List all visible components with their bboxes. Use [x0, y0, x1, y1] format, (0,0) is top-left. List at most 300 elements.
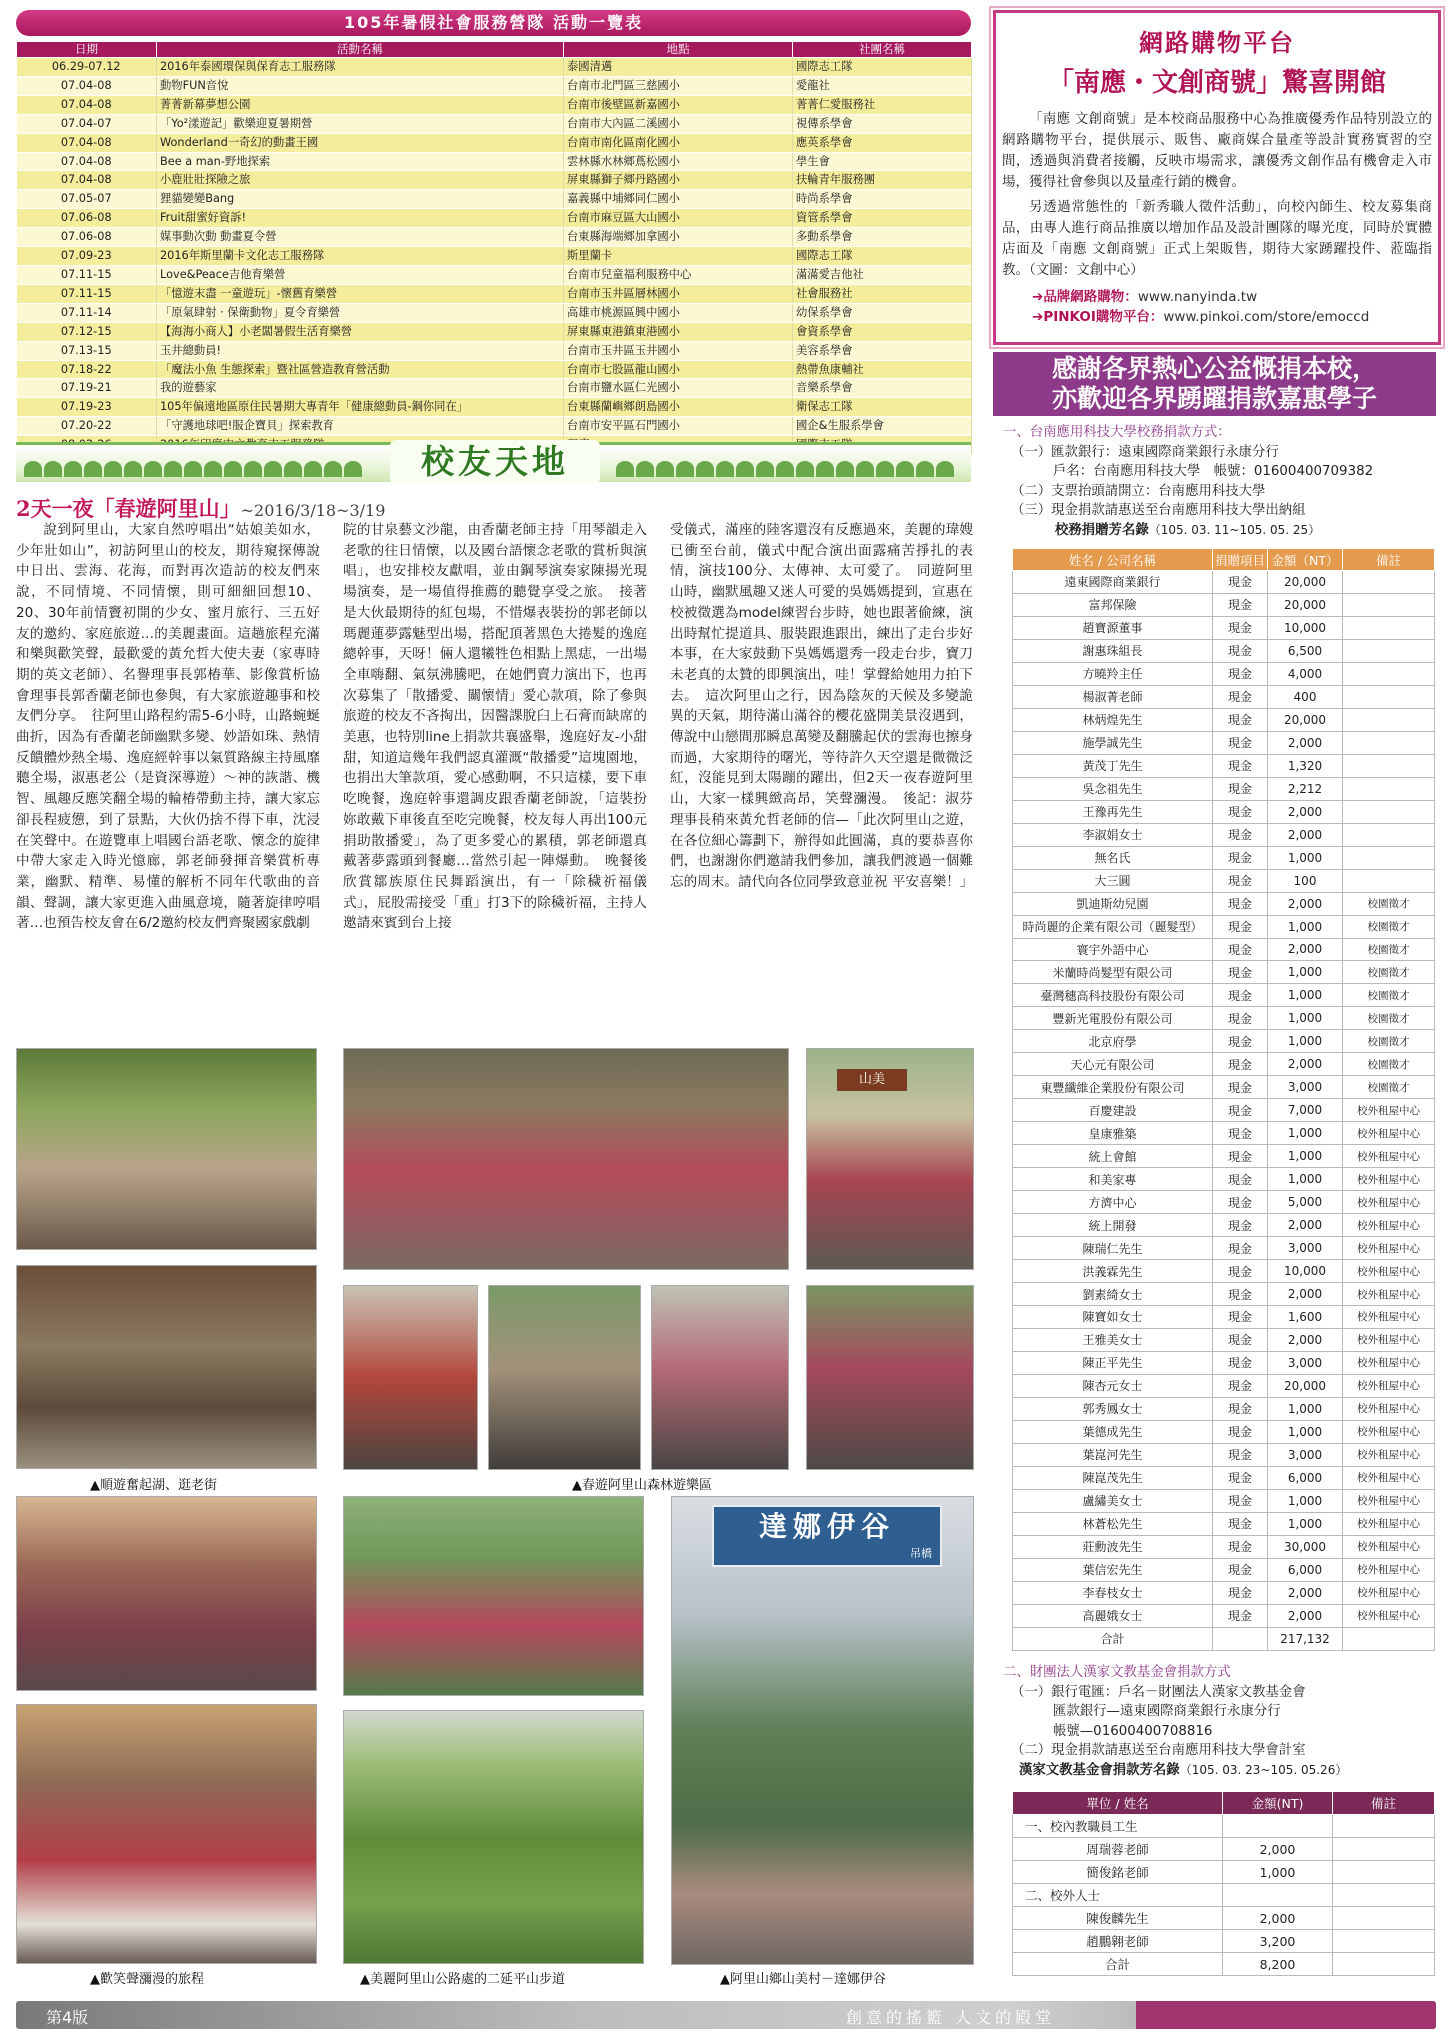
dana-iku-sign — [712, 1505, 942, 1567]
donation-item: 現金 — [1213, 1535, 1268, 1558]
donation-item: 現金 — [1213, 708, 1268, 731]
activity-name: 【海海小商人】小老闆暑假生活育樂營 — [157, 322, 564, 341]
donation-banner-line-2: 亦歡迎各界踴躍捐款嘉惠學子 — [1051, 384, 1377, 413]
donation-note — [1343, 754, 1435, 777]
donation-note: 校外租屋中心 — [1343, 1397, 1435, 1420]
donation-note: 校外租屋中心 — [1343, 1420, 1435, 1443]
activity-name: 「原氣肆射 · 保衛動物」夏令育樂營 — [157, 303, 564, 322]
han-row — [1013, 1930, 1435, 1953]
activity-club: 多動系學會 — [793, 228, 972, 247]
donation-note — [1343, 662, 1435, 685]
donation-item: 現金 — [1213, 685, 1268, 708]
photo-group-bench — [16, 1265, 317, 1469]
donor-name: 吳念祖先生 — [1013, 777, 1213, 800]
activity-club: 資管系學會 — [793, 209, 972, 228]
donation-row — [1013, 1191, 1435, 1214]
donation-row — [1013, 1604, 1435, 1627]
donation-amount: 2,212 — [1268, 777, 1343, 800]
donation-item: 現金 — [1213, 869, 1268, 892]
photo-friends-1 — [343, 1285, 478, 1470]
activity-date: 07.06-08 — [17, 209, 157, 228]
activity-row — [17, 265, 972, 284]
donation-note: 校外租屋中心 — [1343, 1237, 1435, 1260]
donation-note — [1343, 593, 1435, 616]
donation-banner — [993, 352, 1436, 416]
activity-club: 視傳系學會 — [793, 114, 972, 133]
donation-row — [1013, 777, 1435, 800]
activity-date: 07.04-08 — [17, 171, 157, 190]
donation-item: 現金 — [1213, 1351, 1268, 1374]
donation-row — [1013, 800, 1435, 823]
activity-date: 07.09-23 — [17, 247, 157, 266]
dana-iku-sign-text: 達娜伊谷 — [758, 1510, 895, 1543]
activity-name: 105年偏遠地區原住民暑期大專青年「健康總動員-鋼你同在」 — [157, 398, 564, 417]
donation-header-name: 姓名 / 公司名稱 — [1013, 549, 1213, 571]
leaf-decoration-right — [616, 451, 954, 479]
activity-name: 2016年斯里蘭卡文化志工服務隊 — [157, 247, 564, 266]
donation-note: 校外租屋中心 — [1343, 1535, 1435, 1558]
activity-location: 斯里蘭卡 — [564, 247, 793, 266]
donation-line-2: 戶名：台南應用科技大學 帳號：01600400709382 — [1053, 464, 1374, 479]
activity-date: 06.29-07.12 — [17, 58, 157, 77]
donation-amount: 2,000 — [1268, 800, 1343, 823]
donation-item: 現金 — [1213, 1168, 1268, 1191]
donation-item: 現金 — [1213, 731, 1268, 754]
activity-location: 嘉義縣中埔鄉同仁國小 — [564, 190, 793, 209]
donation-item: 現金 — [1213, 1122, 1268, 1145]
donation-row — [1013, 731, 1435, 754]
header-date: 日期 — [17, 42, 157, 58]
article-column-1: 說到阿里山，大家自然哼唱出“姑娘美如水，少年壯如山”，初訪阿里山的校友，期待窺探傳說中日出、雲海、花海，而對再次造訪的校友們來說，不同情境、不同情懷，則可細細回想10、20、30年前情竇初開的少女、蜜月旅行、三五好友的邀約、家庭旅遊…的美麗畫面。這趟旅程充滿和樂與歡笑聲，最歡愛的黃允哲大使夫妻（家專時期的英文老師）、名譽理事長郭椿華、影像賞析協會理事長郭香蘭老師也參與，有大家旅遊趣事和校友們分享。 往阿里山路程約需5-6小時，山路蜿蜒曲折，因為有香蘭老師幽默多變、妙語如珠、熱情反饋體炒熱全場、逸庭經幹事以氣質路線主持風靡聽全場，淑惠老公（是資深導遊）～神的詼諧、機智、風趣反應笑翻全場的輪椿帶動主持，讓大家忘卻長程疲憊，到了景點，大伙仍捨不得下車，沈浸在笑聲中。在遊覽車上唱國台語老歌、懷念的旋律中帶大家走入時光憶廊，郭老師發揮音樂賞析專業，幽默、精準、易懂的解析不同年代歌曲的音韻、聲調，讓大家更進入曲風意境，隨著旋律哼唱著…也預告校友會在6/2邀約校友們齊聚國家戲劇 — [16, 522, 320, 932]
donation-item: 現金 — [1213, 1191, 1268, 1214]
activity-row — [17, 76, 972, 95]
activity-location: 台南市大內區二溪國小 — [564, 114, 793, 133]
donation-row — [1013, 662, 1435, 685]
promo-link-1-url[interactable]: www.nanyinda.tw — [1137, 289, 1258, 305]
donation-item: 現金 — [1213, 1604, 1268, 1627]
activity-table-header — [17, 42, 972, 58]
activity-date: 07.04-08 — [17, 152, 157, 171]
donation-list-1-period: （105. 03. 11~105. 05. 25） — [1148, 522, 1321, 537]
donor-name: 時尚麗的企業有限公司（麗髮型） — [1013, 915, 1213, 938]
donation-note: 校園徵才 — [1343, 984, 1435, 1007]
han-amount: 3,200 — [1223, 1930, 1333, 1953]
donation-amount: 1,000 — [1268, 1007, 1343, 1030]
footer-motto: 創意的搖籃 人文的殿堂 — [846, 2008, 1056, 2027]
dana-iku-sign-sub: 吊橋 — [910, 1547, 932, 1560]
donation-row — [1013, 823, 1435, 846]
donation-note: 校園徵才 — [1343, 1030, 1435, 1053]
donation-note — [1343, 639, 1435, 662]
donation-row — [1013, 1283, 1435, 1306]
activity-club: 衛保志工隊 — [793, 398, 972, 417]
donation-amount: 30,000 — [1268, 1535, 1343, 1558]
donation-note: 校外租屋中心 — [1343, 1191, 1435, 1214]
donor-name: 盧繡美女士 — [1013, 1489, 1213, 1512]
promo-title-1: 網路購物平台 — [1139, 28, 1295, 57]
han-name: 陳俊麟先生 — [1013, 1907, 1223, 1930]
donor-name: 楊淑菁老師 — [1013, 685, 1213, 708]
donation-amount: 1,000 — [1268, 1030, 1343, 1053]
activity-row — [17, 209, 972, 228]
activity-row — [17, 171, 972, 190]
activity-row — [17, 322, 972, 341]
donation-note: 校園徵才 — [1343, 1053, 1435, 1076]
donation-item: 現金 — [1213, 571, 1268, 594]
donation-table — [1012, 548, 1435, 1651]
donation-row — [1013, 1535, 1435, 1558]
donation-row — [1013, 1420, 1435, 1443]
arrow-icon: ➔ — [1032, 309, 1044, 325]
article-title-text: 2天一夜「春遊阿里山」 — [16, 496, 241, 521]
donor-name: 陳瑞仁先生 — [1013, 1237, 1213, 1260]
promo-link-2 — [1032, 307, 1438, 327]
donation-amount: 1,000 — [1268, 915, 1343, 938]
donor-name: 皇康雅築 — [1013, 1122, 1213, 1145]
donation-row — [1013, 1145, 1435, 1168]
han-note — [1333, 1953, 1435, 1976]
han-name: 趙鵬翱老師 — [1013, 1930, 1223, 1953]
activity-row — [17, 114, 972, 133]
han-amount: 1,000 — [1223, 1861, 1333, 1884]
donation-amount: 10,000 — [1268, 616, 1343, 639]
promo-link-1-label: 品牌網路購物： — [1043, 289, 1138, 305]
donor-name: 林蒼松先生 — [1013, 1512, 1213, 1535]
donation-amount: 3,000 — [1268, 1076, 1343, 1099]
donation-amount: 400 — [1268, 685, 1343, 708]
donation-note: 校外租屋中心 — [1343, 1122, 1435, 1145]
donation-note — [1343, 708, 1435, 731]
activity-location: 台南市麻豆區大山國小 — [564, 209, 793, 228]
photo-trail-group — [343, 1496, 644, 1696]
donation-amount: 1,000 — [1268, 1168, 1343, 1191]
activity-row — [17, 247, 972, 266]
activity-location: 台東縣蘭嶼鄉朗島國小 — [564, 398, 793, 417]
donation-item: 現金 — [1213, 1260, 1268, 1283]
han-row — [1013, 1838, 1435, 1861]
activity-location: 屏東縣獅子鄉丹路國小 — [564, 171, 793, 190]
donation-amount: 20,000 — [1268, 708, 1343, 731]
activity-name: 「Yo²漾遊記」歡樂迎夏暑期營 — [157, 114, 564, 133]
activity-location: 高雄市桃源區興中國小 — [564, 303, 793, 322]
donor-name: 豐新光電股份有限公司 — [1013, 1007, 1213, 1030]
donation-row — [1013, 1397, 1435, 1420]
donation-row — [1013, 1627, 1435, 1650]
donation-amount: 2,000 — [1268, 823, 1343, 846]
donor-name: 高麗娥女士 — [1013, 1604, 1213, 1627]
donation-row — [1013, 593, 1435, 616]
donation-note: 校外租屋中心 — [1343, 1604, 1435, 1627]
donation-row — [1013, 1306, 1435, 1329]
donor-name: 遠東國際商業銀行 — [1013, 571, 1213, 594]
activity-row — [17, 228, 972, 247]
donation-row — [1013, 1581, 1435, 1604]
donation-item: 現金 — [1213, 1581, 1268, 1604]
activity-name: 菁菁新幕夢想公園 — [157, 95, 564, 114]
donation-row — [1013, 1214, 1435, 1237]
activity-date: 07.06-08 — [17, 228, 157, 247]
activity-location: 台南市安平區石門國小 — [564, 417, 793, 436]
activity-date: 07.04-07 — [17, 114, 157, 133]
donor-name: 林炳煌先生 — [1013, 708, 1213, 731]
han-name: 合計 — [1013, 1953, 1223, 1976]
donation-amount: 20,000 — [1268, 1374, 1343, 1397]
donation-row — [1013, 1512, 1435, 1535]
han-note — [1333, 1930, 1435, 1953]
donation-note: 校園徵才 — [1343, 961, 1435, 984]
han-note — [1333, 1861, 1435, 1884]
donation-amount: 1,000 — [1268, 1489, 1343, 1512]
donation-method-2-title: 二、財團法人漢家文教基金會捐款方式 — [1003, 1665, 1231, 1680]
donation-note: 校園徵才 — [1343, 1007, 1435, 1030]
han-line-4: （二）現金捐款請惠送至台南應用科技大學會計室 — [1011, 1743, 1306, 1758]
donation-item: 現金 — [1213, 662, 1268, 685]
donor-name: 黃茂丁先生 — [1013, 754, 1213, 777]
donation-item: 現金 — [1213, 1443, 1268, 1466]
activity-club: 熱帶魚康輔社 — [793, 360, 972, 379]
han-line-1: （一）銀行電匯：戶名－財團法人漢家文教基金會 — [1011, 1684, 1306, 1700]
activity-date: 07.04-08 — [17, 133, 157, 152]
donor-name: 郭秀鳳女士 — [1013, 1397, 1213, 1420]
donation-list-1-title: 校務捐贈芳名錄 — [1055, 522, 1149, 538]
article-column-2: 院的甘泉藝文沙龍，由香蘭老師主持「用琴韻走入老歌的往日情懷，以及國台語懷念老歌的賞析與演唱」，也安排校友獻唱，並由鋼琴演奏家陳揚光現場演奏，是一場值得推薦的聽覺享受之旅。 接著是大伙最期待的紅包場，不惜爆表裝扮的郭老師以瑪麗蓮夢露魅型出場，搭配頂著黑色大捲髮的逸庭總幹事，天呀！倆人還犧牲色相點上黑痣，一出場全車嗨翻、氣氛沸騰吧，在她們賣力演出下，也再次募集了「散播愛、關懷情」愛心款項，除了參與旅遊的校友不吝掏出，因醫課脫臼上石膏而缺席的美惠，也特別line上捐款共襄盛舉，逸庭好友-小甜甜，知道這幾年我們認真灌溉“散播愛”這塊園地，也捐出大筆款項，愛心感動啊，不只這樣，要下車吃晚餐，逸庭幹事還調皮跟香蘭老師說，「這裝扮妳敢戴下車後直至吃完晚餐，校友每人再出100元捐助散播愛」，為了更多愛心的累積，郭老師還真戴著夢露頭到餐廳…當然引起一陣爆動。 晚餐後欣賞鄒族原住民舞蹈演出，有一「除穢祈福儀式」，屁股需接受「重」打3下的除穢祈福，主持人邀請來賓到台上接 — [343, 522, 647, 932]
han-name: 二、校外人士 — [1013, 1884, 1223, 1907]
donor-name: 葉信宏先生 — [1013, 1558, 1213, 1581]
activity-club: 時尚系學會 — [793, 190, 972, 209]
activity-name: 「憶遊末盡 一童遊玩」-懷舊育樂營 — [157, 284, 564, 303]
activity-name: Wonderland一奇幻的動畫王國 — [157, 133, 564, 152]
donor-name: 葉德成先生 — [1013, 1420, 1213, 1443]
han-header-amount: 金額(NT) — [1223, 1792, 1333, 1815]
han-note — [1333, 1815, 1435, 1838]
donation-note: 校外租屋中心 — [1343, 1328, 1435, 1351]
donation-item: 現金 — [1213, 1512, 1268, 1535]
photo-group-station — [343, 1048, 789, 1270]
donation-list-2-heading — [1003, 1761, 1436, 1781]
donation-line-4: （三）現金捐款請惠送至台南應用科技大學出納組 — [1011, 503, 1306, 518]
donation-amount: 2,000 — [1268, 1581, 1343, 1604]
donation-row — [1013, 1558, 1435, 1581]
header-activity: 活動名稱 — [157, 42, 564, 58]
donor-name: 無名氏 — [1013, 846, 1213, 869]
station-sign: 山美 — [837, 1069, 907, 1091]
donor-name: 大三圓 — [1013, 869, 1213, 892]
donation-amount: 2,000 — [1268, 938, 1343, 961]
activity-date: 07.04-08 — [17, 95, 157, 114]
activity-location: 泰國清邁 — [564, 58, 793, 77]
donation-row — [1013, 915, 1435, 938]
donation-amount: 1,320 — [1268, 754, 1343, 777]
activity-date: 07.11-14 — [17, 303, 157, 322]
donation-item: 現金 — [1213, 1558, 1268, 1581]
activity-row — [17, 417, 972, 436]
promo-link-1 — [1032, 287, 1438, 307]
donor-name: 葉崑河先生 — [1013, 1443, 1213, 1466]
alumni-section-title: 校友天地 — [390, 440, 600, 484]
donor-name: 天心元有限公司 — [1013, 1053, 1213, 1076]
donor-name: 百慶建設 — [1013, 1099, 1213, 1122]
donor-name: 合計 — [1013, 1627, 1213, 1650]
donation-row — [1013, 1466, 1435, 1489]
donation-line-1: （一）匯款銀行：遠東國際商業銀行永康分行 — [1011, 444, 1279, 460]
photo-friends-4 — [806, 1285, 974, 1470]
activity-location: 台南市玉井區層林國小 — [564, 284, 793, 303]
caption-trail: ▲美麗阿里山公路處的二延平山步道 — [360, 1972, 565, 1987]
activity-row — [17, 360, 972, 379]
donation-row — [1013, 1168, 1435, 1191]
activity-club: 美容系學會 — [793, 341, 972, 360]
activity-club: 社會服務社 — [793, 284, 972, 303]
arrow-icon: ➔ — [1032, 289, 1044, 305]
activity-location: 台南市七股區龍山國小 — [564, 360, 793, 379]
activity-date: 07.20-22 — [17, 417, 157, 436]
activity-club: 音樂系學會 — [793, 379, 972, 398]
donor-name: 李春枝女士 — [1013, 1581, 1213, 1604]
donation-item: 現金 — [1213, 1328, 1268, 1351]
donation-row — [1013, 1328, 1435, 1351]
donation-amount: 6,500 — [1268, 639, 1343, 662]
activity-row — [17, 58, 972, 77]
donation-item: 現金 — [1213, 1466, 1268, 1489]
activity-location: 台南市兒童福利服務中心 — [564, 265, 793, 284]
caption-joyful-trip: ▲歡笑聲瀰漫的旅程 — [90, 1972, 204, 1987]
donation-amount: 20,000 — [1268, 593, 1343, 616]
donation-item: 現金 — [1213, 1489, 1268, 1512]
donation-note: 校外租屋中心 — [1343, 1466, 1435, 1489]
header-location: 地點 — [564, 42, 793, 58]
activity-row — [17, 284, 972, 303]
donation-note: 校外租屋中心 — [1343, 1260, 1435, 1283]
activity-name: Bee a man-野地探索 — [157, 152, 564, 171]
han-amount: 8,200 — [1223, 1953, 1333, 1976]
donor-name: 方曉羚主任 — [1013, 662, 1213, 685]
han-line-3: 帳號—01600400708816 — [1053, 1723, 1213, 1739]
donation-item: 現金 — [1213, 1007, 1268, 1030]
donation-item: 現金 — [1213, 1306, 1268, 1329]
donor-name: 和美家專 — [1013, 1168, 1213, 1191]
activity-name: 我的遊藝家 — [157, 379, 564, 398]
donation-amount: 2,000 — [1268, 1604, 1343, 1627]
promo-link-2-label: PINKOI購物平台： — [1043, 309, 1164, 325]
donation-note: 校外租屋中心 — [1343, 1214, 1435, 1237]
donation-item: 現金 — [1213, 961, 1268, 984]
donation-amount: 3,000 — [1268, 1351, 1343, 1374]
donation-list-1-heading — [1003, 521, 1436, 541]
donor-name: 劉素綺女士 — [1013, 1283, 1213, 1306]
han-row — [1013, 1815, 1435, 1838]
donation-table-header — [1013, 549, 1435, 571]
article-column-3: 受儀式，滿座的陸客還沒有反應過來，美麗的瑋嫂已衝至台前，儀式中配合演出面露痛苦掙扎的表情，演技100分、太傳神、太可愛了。 同遊阿里山時，幽默風趣又迷人可愛的吳媽媽提到，宣惠在校被徵選為model練習台步時，她也跟著偷練，演出時幫忙提道具、服裝跟進跟出，練出了走台步好本事，在大家鼓動下吳媽媽還秀一段走台步，寶刀未老真的太贊的即興演出，哇！掌聲給她用力拍下去。 這次阿里山之行，因為陰灰的天候及多變詭異的天氣，期待滿山滿谷的櫻花盛開美景沒遇到，傳說中山戀間那瞬息萬變及翻騰起伏的雲海也擦身而過，大家期待的曙光，等待許久天空還是微微泛紅，沒能見到太陽蹦的躍出，但2天一夜春遊阿里山，大家一樣興緻高昂，笑聲瀰漫。 後記：淑芬理事長稍來黃允哲老師的信—「此次阿里山之遊，在各位細心籌劃下，辦得如此圓滿，真的要恭喜你們，也謝謝你們邀請我們參加，讓我們渡過一個難忘的周末。請代向各位同學致意並祝 平安喜樂！」 — [670, 522, 974, 890]
activity-club: 滿滿愛吉他社 — [793, 265, 972, 284]
donation-amount: 1,000 — [1268, 1397, 1343, 1420]
activity-date: 07.11-15 — [17, 265, 157, 284]
donor-name: 東豐纖維企業股份有限公司 — [1013, 1076, 1213, 1099]
donation-amount: 1,000 — [1268, 1512, 1343, 1535]
donation-item: 現金 — [1213, 1145, 1268, 1168]
donation-method-1 — [1003, 423, 1436, 540]
article-date: ~2016/3/18~3/19 — [240, 501, 386, 520]
activity-name: Fruit甜蜜好資訴! — [157, 209, 564, 228]
donation-item: 現金 — [1213, 616, 1268, 639]
donation-note: 校外租屋中心 — [1343, 1145, 1435, 1168]
han-amount — [1223, 1884, 1333, 1907]
photo-friends-2 — [488, 1285, 641, 1470]
han-note — [1333, 1838, 1435, 1861]
donation-row — [1013, 1443, 1435, 1466]
donation-line-3: （二）支票抬頭請開立：台南應用科技大學 — [1011, 483, 1266, 499]
donation-item: 現金 — [1213, 1030, 1268, 1053]
donation-note — [1343, 823, 1435, 846]
donor-name: 陳寶如女士 — [1013, 1306, 1213, 1329]
donor-name: 統上開發 — [1013, 1214, 1213, 1237]
donation-amount: 3,000 — [1268, 1443, 1343, 1466]
donation-list-2-title: 漢家文教基金會捐款芳名錄 — [1019, 1762, 1180, 1778]
activity-name: 「守護地球吧!服企寶貝」探索教育 — [157, 417, 564, 436]
donor-name: 李淑娟女士 — [1013, 823, 1213, 846]
activity-club: 學生會 — [793, 152, 972, 171]
donation-row — [1013, 1030, 1435, 1053]
donor-name: 洪義霖先生 — [1013, 1260, 1213, 1283]
donation-note: 校外租屋中心 — [1343, 1306, 1435, 1329]
han-row — [1013, 1861, 1435, 1884]
activity-date: 07.11-15 — [17, 284, 157, 303]
activity-location: 台東縣海端鄉加拿國小 — [564, 228, 793, 247]
donation-row — [1013, 571, 1435, 594]
donation-item: 現金 — [1213, 823, 1268, 846]
promo-link-2-url[interactable]: www.pinkoi.com/store/emoccd — [1163, 309, 1370, 325]
activity-date: 07.19-21 — [17, 379, 157, 398]
donor-name: 北京府學 — [1013, 1030, 1213, 1053]
han-row — [1013, 1953, 1435, 1976]
donation-item — [1213, 1627, 1268, 1650]
donation-amount: 7,000 — [1268, 1099, 1343, 1122]
photo-tea-garden — [343, 1710, 644, 1964]
header-club: 社團名稱 — [793, 42, 972, 58]
caption-danaiku: ▲阿里山鄉山美村－達娜伊谷 — [720, 1972, 886, 1987]
donation-banner-line-1: 感謝各界熱心公益慨捐本校， — [1051, 354, 1377, 383]
donation-row — [1013, 846, 1435, 869]
donation-note: 校外租屋中心 — [1343, 1512, 1435, 1535]
page-footer — [16, 2001, 1436, 2029]
han-header-name: 單位 / 姓名 — [1013, 1792, 1223, 1815]
donation-row — [1013, 1099, 1435, 1122]
donation-note: 校外租屋中心 — [1343, 1489, 1435, 1512]
donor-name: 陳杏元女士 — [1013, 1374, 1213, 1397]
donor-name: 王豫再先生 — [1013, 800, 1213, 823]
activity-name: 動物FUN音悅 — [157, 76, 564, 95]
activity-club: 會資系學會 — [793, 322, 972, 341]
donation-amount: 2,000 — [1268, 1328, 1343, 1351]
han-name: 一、校內教職員工生 — [1013, 1815, 1223, 1838]
activity-club: 菁菁仁愛服務社 — [793, 95, 972, 114]
activity-date: 07.19-23 — [17, 398, 157, 417]
donation-item: 現金 — [1213, 593, 1268, 616]
activity-row — [17, 95, 972, 114]
article-title — [16, 493, 385, 523]
donation-row — [1013, 1260, 1435, 1283]
donation-note: 校外租屋中心 — [1343, 1283, 1435, 1306]
donation-item: 現金 — [1213, 1420, 1268, 1443]
donation-note: 校外租屋中心 — [1343, 1443, 1435, 1466]
donation-amount: 1,600 — [1268, 1306, 1343, 1329]
donation-amount: 6,000 — [1268, 1558, 1343, 1581]
donation-note: 校外租屋中心 — [1343, 1581, 1435, 1604]
donation-item: 現金 — [1213, 938, 1268, 961]
activity-name: 2016年泰國環保與保育志工服務隊 — [157, 58, 564, 77]
donation-item: 現金 — [1213, 915, 1268, 938]
donor-name: 趙寶源董事 — [1013, 616, 1213, 639]
activity-club: 國際志工隊 — [793, 58, 972, 77]
